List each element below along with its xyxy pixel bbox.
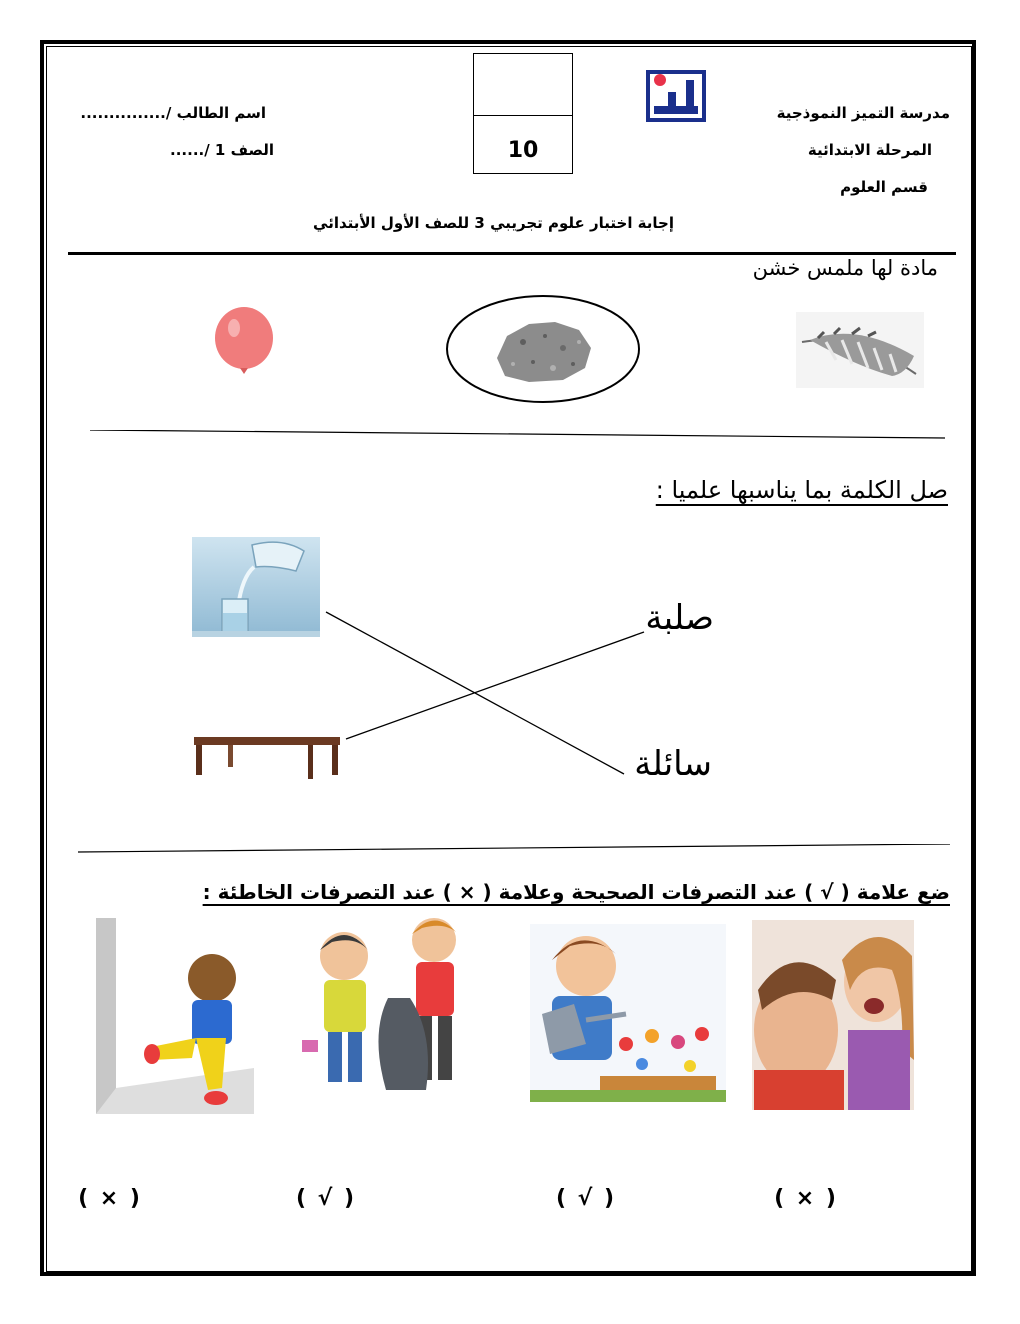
word-solid: صلبة <box>645 598 714 638</box>
feather-image <box>796 312 924 388</box>
score-value: 10 <box>507 138 539 163</box>
department-label: قسم العلوم <box>840 178 928 196</box>
answer-kids-shouting: ( × ) <box>774 1186 838 1211</box>
table-image <box>192 735 342 781</box>
q2-prompt: صل الكلمة بما يناسبها علميا : <box>655 476 948 504</box>
answer-watering-flowers: ( √ ) <box>555 1186 617 1211</box>
word-liquid: سائلة <box>634 744 712 784</box>
watering-flowers-image <box>530 924 726 1102</box>
exam-title: إجابة اختبار علوم تجريبي 3 للصف الأول الأبتدائي <box>313 214 674 232</box>
q1-prompt: مادة لها ملمس خشن <box>752 256 938 280</box>
school-name: مدرسة التميز النموذجية <box>776 104 950 122</box>
rock-image <box>493 318 593 384</box>
student-name-field: اسم الطالب /............... <box>80 104 266 122</box>
kicking-wall-image <box>96 918 254 1114</box>
kids-shouting-image <box>752 920 914 1110</box>
stage-label: المرحلة الابتدائية <box>807 141 932 159</box>
balloon-image <box>212 306 276 386</box>
class-field: الصف 1 /...... <box>170 141 274 159</box>
title-divider <box>68 252 956 255</box>
q3-prompt: ضع علامة ( √ ) عند التصرفات الصحيحة وعلامة ( × ) عند التصرفات الخاطئة : <box>202 880 950 904</box>
water-image <box>192 537 320 637</box>
answer-kicking-wall: ( × ) <box>78 1186 142 1211</box>
collecting-trash-image <box>300 914 472 1100</box>
answer-collecting-trash: ( √ ) <box>295 1186 357 1211</box>
school-logo <box>646 70 706 122</box>
